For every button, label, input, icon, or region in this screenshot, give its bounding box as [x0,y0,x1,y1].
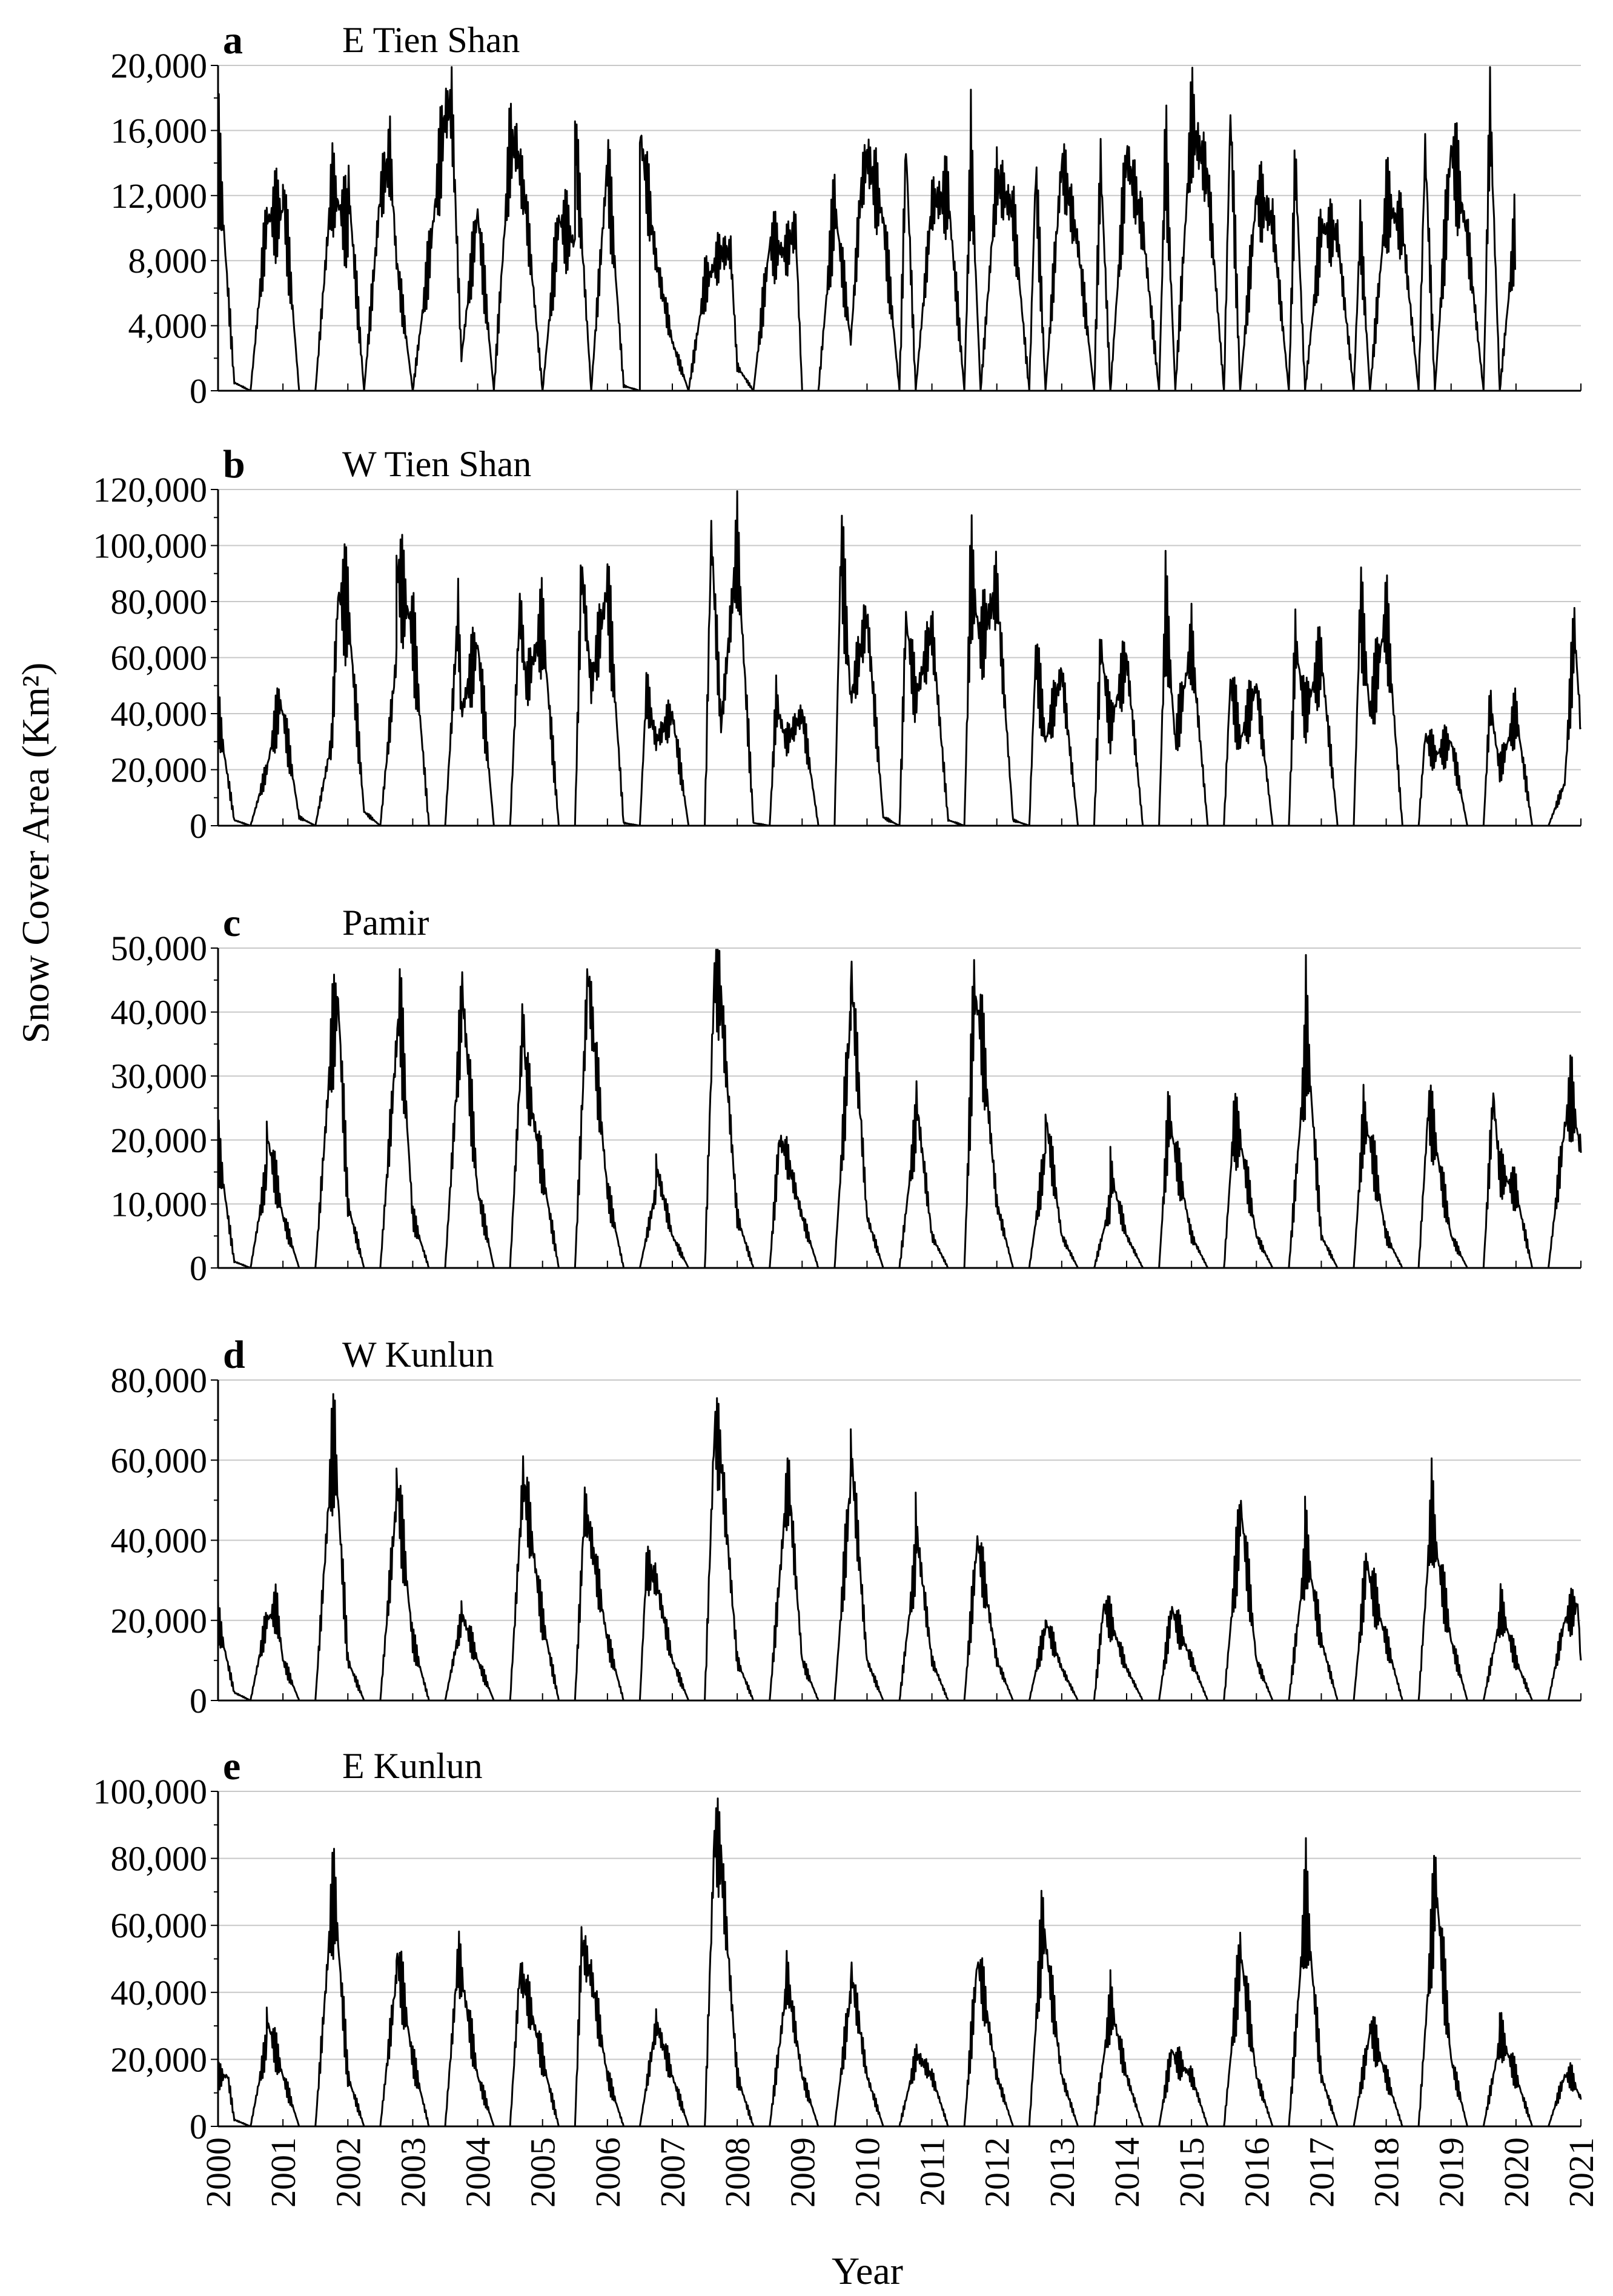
panel-c [111,901,1582,1288]
panel-title: Pamir [342,903,429,943]
panel-letter: d [223,1333,245,1377]
y-tick-label: 120,000 [93,470,207,509]
year-tick-label: 2010 [847,2137,887,2208]
year-tick-label: 2021 [1562,2137,1601,2208]
panel-title: W Kunlun [342,1335,494,1375]
series-line-c [218,950,1581,1268]
y-tick-label: 16,000 [110,111,207,151]
y-tick-label: 50,000 [110,929,207,968]
y-tick-label: 80,000 [110,1839,207,1879]
panels-group [93,18,1582,2146]
year-tick-label: 2016 [1237,2137,1277,2208]
year-tick-label: 2000 [199,2137,238,2208]
y-tick-label: 40,000 [110,1973,207,2012]
year-tick-label: 2019 [1431,2137,1471,2208]
year-tick-label: 2005 [523,2137,563,2208]
y-tick-label: 0 [190,1249,207,1288]
y-tick-label: 60,000 [110,1906,207,1946]
y-tick-label: 12,000 [110,176,207,216]
panel-letter: b [223,442,245,486]
y-tick-label: 20,000 [110,750,207,790]
panel-title: W Tien Shan [342,444,532,484]
y-tick-label: 0 [190,371,207,411]
year-tick-label: 2002 [328,2137,368,2208]
y-tick-label: 8,000 [128,241,207,281]
series-line-a [218,67,1515,391]
panel-e [93,1744,1582,2146]
y-tick-label: 0 [190,1681,207,1720]
year-tick-label: 2003 [393,2137,433,2208]
panel-letter: c [223,901,241,945]
y-tick-label: 100,000 [93,1772,207,1811]
y-tick-label: 60,000 [110,1441,207,1481]
year-tick-label: 2017 [1302,2137,1342,2208]
year-tick-label: 2018 [1366,2137,1406,2208]
y-tick-label: 20,000 [110,1601,207,1641]
y-tick-label: 10,000 [110,1184,207,1224]
year-tick-label: 2013 [1042,2137,1082,2208]
year-tick-labels [199,2137,1601,2208]
y-tick-label: 60,000 [110,638,207,678]
y-tick-label: 0 [190,2107,207,2146]
series-line-e [218,1799,1581,2126]
panel-a [111,18,1582,411]
y-tick-label: 30,000 [110,1057,207,1097]
year-tick-label: 2015 [1172,2137,1212,2208]
panel-d [111,1333,1582,1720]
y-tick-label: 20,000 [110,46,207,85]
y-tick-label: 20,000 [110,2040,207,2080]
y-tick-label: 80,000 [110,1361,207,1400]
year-tick-label: 2008 [718,2137,758,2208]
y-tick-label: 0 [190,806,207,846]
panel-title: E Kunlun [342,1746,483,1786]
year-tick-label: 2001 [263,2137,303,2208]
panel-letter: e [223,1744,241,1788]
panel-title: E Tien Shan [342,20,520,60]
year-tick-label: 2014 [1107,2137,1147,2208]
panel-b [93,442,1582,846]
y-tick-label: 20,000 [110,1120,207,1160]
year-tick-label: 2007 [653,2137,692,2208]
y-axis-label: Snow Cover Area (Km²) [14,662,57,1044]
y-tick-label: 80,000 [110,582,207,622]
x-axis-label: Year [832,2249,903,2292]
year-tick-label: 2020 [1496,2137,1536,2208]
year-tick-label: 2009 [783,2137,823,2208]
series-line-d [218,1394,1581,1700]
year-tick-label: 2012 [977,2137,1017,2208]
series-line-b [218,491,1581,826]
y-tick-label: 40,000 [110,694,207,734]
y-tick-label: 40,000 [110,992,207,1032]
year-tick-label: 2004 [458,2137,498,2208]
year-tick-label: 2011 [912,2137,952,2206]
panel-letter: a [223,18,243,62]
y-tick-label: 100,000 [93,526,207,566]
y-tick-label: 40,000 [110,1521,207,1561]
y-tick-label: 4,000 [128,306,207,346]
year-tick-label: 2006 [588,2137,628,2208]
